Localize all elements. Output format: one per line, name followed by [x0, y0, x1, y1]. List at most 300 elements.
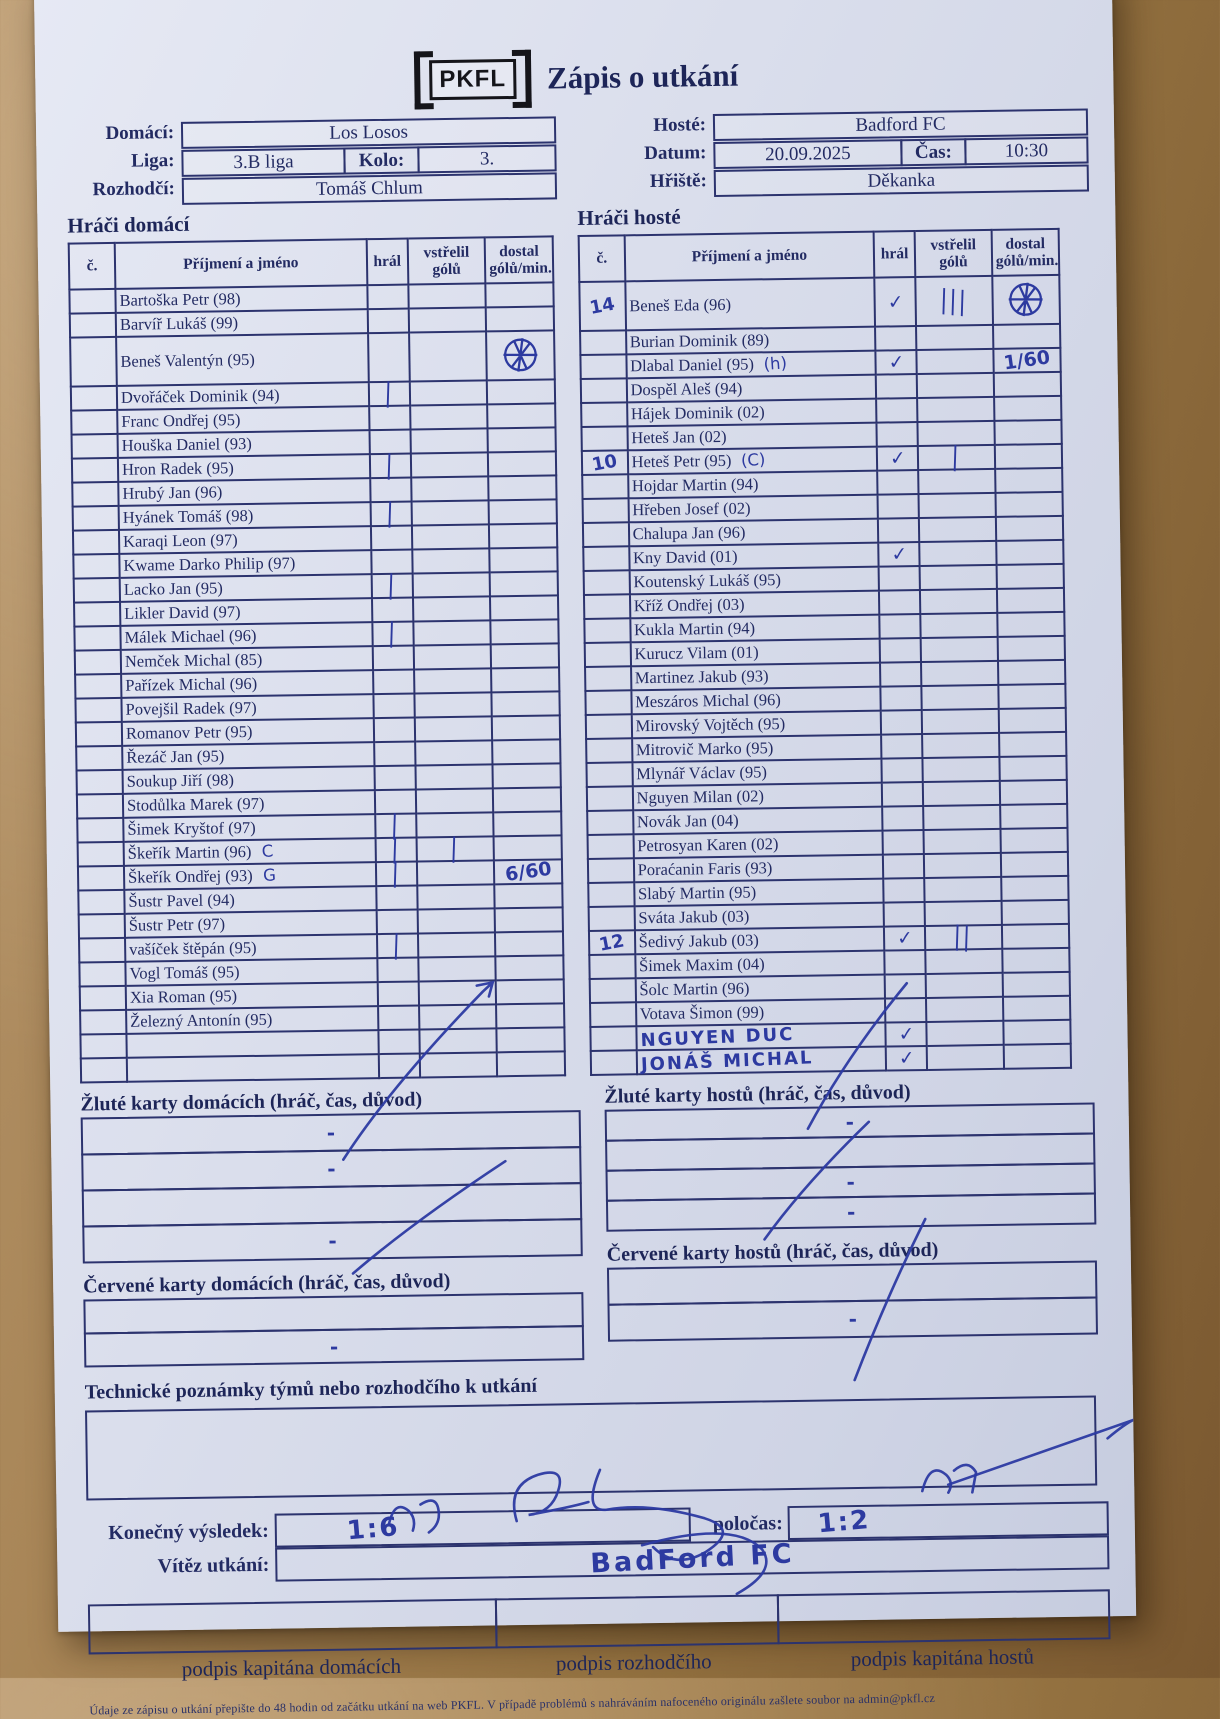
goals-cell: [925, 921, 1002, 954]
player-name: Mlynář Václav (95): [636, 762, 768, 784]
pen-dash: -: [329, 1334, 339, 1359]
played-cell: [883, 878, 924, 903]
conceded-cell: [1001, 900, 1069, 925]
player-name: Novák Jan (04): [636, 810, 739, 832]
played-cell: [877, 422, 918, 447]
player-name: Beneš Eda (96): [629, 294, 732, 315]
conceded-cell: [496, 955, 564, 980]
goals-cell: [411, 476, 489, 501]
played-cell: [881, 734, 922, 759]
player-number-cell: [586, 762, 632, 787]
player-number-cell: [79, 914, 125, 939]
away-team-label: Hosté:: [653, 114, 707, 136]
goals-cell: [920, 565, 997, 590]
played-mark: ✓: [896, 926, 914, 950]
played-cell: [878, 518, 919, 543]
played-mark: |: [391, 857, 402, 890]
goals-cell: [415, 740, 493, 765]
played-mark: |: [385, 449, 396, 482]
player-number-cell: [73, 530, 119, 555]
home-roster: [67, 206, 566, 1083]
played-mark: |: [387, 617, 398, 650]
conceded-cell: [492, 715, 560, 740]
goals-cell: [408, 283, 486, 308]
played-cell: [373, 694, 414, 719]
referee-label: Rozhodčí:: [92, 178, 176, 201]
round-label: Kolo:: [343, 146, 419, 174]
match-info-away-col: [598, 108, 1089, 199]
player-name: Martinez Jakub (93): [634, 666, 769, 688]
col-goals-conceded: dostal gólů/min.: [485, 236, 553, 283]
referee-signature-box: [495, 1594, 780, 1648]
played-cell: [367, 285, 408, 310]
conceded-cell: [496, 1003, 564, 1028]
conceded-cell: [995, 468, 1063, 493]
away-roster-table: [578, 228, 1072, 1076]
player-name: Sváta Jakub (03): [638, 906, 750, 928]
conceded-cell: [993, 348, 1061, 373]
conceded-cell: [1002, 972, 1070, 997]
conceded-cell: [998, 660, 1066, 685]
played-cell: [378, 1005, 419, 1030]
conceded-cell: [995, 444, 1063, 469]
conceded-cell: [997, 636, 1065, 661]
goals-cell: [915, 276, 993, 326]
player-name: NGUYEN DUC: [639, 1023, 795, 1051]
conceded-mark: 6/60: [503, 857, 553, 886]
conceded-cell: [491, 643, 559, 668]
conceded-cell: [999, 732, 1067, 757]
player-number-cell: [70, 313, 116, 338]
player-number-handwritten: 10: [590, 449, 620, 476]
goals-cell: [917, 373, 994, 398]
conceded-cell: [488, 451, 556, 476]
goals-tally: ||: [953, 921, 974, 954]
player-number-cell: [76, 722, 122, 747]
halftime-label: poločas:: [712, 1511, 783, 1535]
played-mark: ✓: [886, 290, 904, 314]
card-row: [82, 1218, 583, 1263]
player-number-cell: [581, 378, 627, 403]
goals-cell: [412, 572, 490, 597]
player-name: Hyánek Tomáš (98): [122, 505, 254, 527]
goals-cell: [409, 331, 487, 381]
conceded-cell: [1001, 876, 1069, 901]
winner-label: Vítěz utkání:: [157, 1553, 270, 1577]
conceded-cell: [494, 859, 562, 884]
player-number-cell: [590, 978, 636, 1003]
conceded-cell: [1000, 804, 1068, 829]
conceded-cell: [1000, 828, 1068, 853]
col-number: č.: [579, 235, 625, 282]
played-cell: [883, 854, 924, 879]
player-name-cell: [636, 1047, 886, 1075]
goals-cell: [415, 764, 493, 789]
player-number-cell: [74, 578, 120, 603]
played-cell: [880, 638, 921, 663]
player-number-cell: [587, 810, 633, 835]
conceded-cell: [996, 540, 1064, 565]
card-row: [606, 1192, 1096, 1231]
player-name: Hrubý Jan (96): [122, 482, 223, 503]
player-number-cell: [78, 866, 124, 891]
player-number-cell: [588, 858, 634, 883]
player-number-cell: [589, 930, 635, 955]
goals-cell: [410, 404, 488, 429]
results-section: [87, 1501, 1110, 1584]
player-number-cell: [75, 650, 121, 675]
player-name: Beneš Valentýn (95): [120, 349, 255, 371]
player-name-cell: [629, 543, 879, 571]
pen-dash: -: [846, 1170, 856, 1195]
player-number-cell: [590, 1026, 636, 1051]
player-name: Lacko Jan (95): [123, 578, 223, 599]
player-number-cell: [583, 522, 629, 547]
player-name: Chalupa Jan (96): [632, 522, 746, 544]
goals-cell: [420, 1052, 498, 1077]
player-number-cell: [587, 786, 633, 811]
goals-cell: [916, 325, 993, 350]
player-name-cell: [632, 783, 882, 811]
played-mark: ✓: [887, 350, 905, 374]
player-name-cell: [630, 639, 880, 667]
player-name-cell: [626, 375, 876, 403]
conceded-cell: [999, 708, 1067, 733]
date-value: 20.09.2025: [713, 139, 902, 169]
player-name: JONÁŠ MICHAL: [640, 1046, 814, 1075]
player-name-cell: [633, 831, 883, 859]
technical-notes-title: Technické poznámky týmů nebo rozhodčího k utkání: [84, 1374, 538, 1404]
player-name: Pařízek Michal (96): [125, 673, 258, 695]
played-cell: [880, 662, 921, 687]
conceded-cell: [492, 691, 560, 716]
played-cell: [368, 333, 410, 383]
player-number-cell: [588, 882, 634, 907]
conceded-cell: [997, 588, 1065, 613]
player-number-cell: [75, 698, 121, 723]
played-cell: [368, 377, 409, 410]
col-goals-scored: vstřelil gólů: [915, 230, 992, 277]
player-number-cell: [579, 281, 625, 331]
conceded-cell: [491, 667, 559, 692]
played-cell: [377, 929, 418, 962]
goals-cell: [922, 757, 999, 782]
played-cell: [371, 569, 412, 602]
player-number-cell: [78, 890, 124, 915]
played-cell: [882, 782, 923, 807]
pen-dash: -: [846, 1200, 856, 1225]
player-number-cell: [79, 938, 125, 963]
goals-cell: [926, 1021, 1003, 1046]
played-cell: [373, 670, 414, 695]
player-name: Karaqi Leon (97): [122, 530, 238, 551]
player-name-cell: [628, 495, 878, 523]
time-value: 10:30: [964, 136, 1088, 165]
conceded-cell: [489, 523, 557, 548]
goals-cell: [414, 692, 492, 717]
player-name-cell: [626, 351, 876, 379]
conceded-cell: [488, 427, 556, 452]
pen-dash: -: [327, 1156, 336, 1181]
player-name: Barvíř Lukáš (99): [119, 313, 239, 334]
conceded-cell: [496, 979, 564, 1004]
player-number-cell: [582, 474, 628, 499]
pkfl-logo: [414, 50, 532, 110]
player-name: Koutenský Lukáš (95): [633, 570, 782, 592]
player-name-cell: [631, 687, 881, 715]
goals-cell: [418, 956, 496, 981]
goals-cell: [411, 452, 489, 477]
played-mark: ✓: [890, 542, 908, 566]
match-info-home-col: [66, 116, 557, 207]
conceded-cell: [489, 547, 557, 572]
played-cell: [367, 309, 408, 334]
conceded-cell: [488, 475, 556, 500]
conceded-cell: [491, 619, 559, 644]
conceded-cell: [997, 612, 1065, 637]
played-cell: [876, 374, 917, 399]
date-label: Datum:: [643, 142, 707, 165]
goals-cell: [417, 884, 495, 909]
halftime-handwritten: 1:2: [816, 1505, 872, 1540]
pen-wheel-doodle: [1003, 276, 1050, 323]
player-number-cell: [72, 434, 118, 459]
player-name-cell: [635, 951, 885, 979]
goals-cell: [917, 397, 994, 422]
played-cell: [374, 742, 415, 767]
goals-cell: [410, 380, 488, 405]
goals-cell: [411, 500, 489, 525]
venue-label: Hřiště:: [649, 170, 707, 192]
home-captain-signature-label: podpis kapitána domácích: [181, 1653, 402, 1682]
match-report-sheet: [34, 0, 1136, 1718]
player-number-cell: [69, 289, 115, 314]
played-cell: [884, 950, 925, 975]
goals-cell: [920, 613, 997, 638]
played-mark: |: [392, 929, 403, 962]
conceded-cell: [487, 403, 555, 428]
goals-cell: [410, 428, 488, 453]
played-cell: [880, 614, 921, 639]
conceded-cell: [489, 499, 557, 524]
player-number-cell: [590, 1002, 636, 1027]
goals-cell: [419, 1028, 497, 1053]
player-name: Kříž Ondřej (03): [633, 594, 745, 616]
played-cell: [882, 806, 923, 831]
player-number-cell: [80, 986, 126, 1011]
player-number-cell: [580, 330, 626, 355]
conceded-cell: [486, 282, 554, 307]
played-mark: |: [386, 569, 398, 602]
referee-value: Tomáš Chlum: [182, 172, 557, 205]
yellow-cards-home-rows: [81, 1110, 583, 1263]
player-number-cell: [589, 906, 635, 931]
cards-section: [80, 1078, 1106, 1367]
played-cell: [879, 566, 920, 591]
conceded-cell: [490, 595, 558, 620]
played-cell: [879, 590, 920, 615]
conceded-cell: [1000, 780, 1068, 805]
player-note-handwritten: C: [260, 841, 274, 862]
card-row: [84, 1325, 584, 1367]
player-name-cell: [635, 975, 885, 1003]
played-mark: |: [390, 833, 402, 866]
conceded-cell: [486, 306, 554, 331]
form-title: Zápis o utkání: [546, 57, 739, 96]
conceded-cell: [492, 739, 560, 764]
played-cell: [884, 902, 925, 927]
player-number-cell: [72, 458, 118, 483]
player-name: Mitrovič Marko (95): [635, 738, 774, 760]
player-name: Heteš Jan (02): [631, 426, 727, 448]
conceded-cell: [1003, 1044, 1071, 1069]
played-cell: [378, 1053, 419, 1078]
col-played: hrál: [366, 239, 408, 286]
away-team-value: Badford FC: [713, 108, 1088, 141]
col-name: Příjmení a jméno: [115, 239, 367, 289]
col-goals-scored: vstřelil gólů: [407, 237, 485, 284]
goals-tally: |||: [939, 284, 969, 318]
player-number-cell: [77, 770, 123, 795]
played-cell: [885, 998, 926, 1023]
goals-cell: [927, 1045, 1004, 1070]
player-name: Povejšil Radek (97): [125, 697, 257, 719]
player-name: Šolc Martin (96): [639, 978, 750, 1000]
player-name-cell: [625, 278, 875, 331]
conceded-cell: [494, 883, 562, 908]
played-cell: [875, 326, 916, 351]
player-number-cell: [584, 594, 630, 619]
player-name: Škeřík Ondřej (93): [127, 865, 253, 887]
final-result-label: Konečný výsledek:: [108, 1519, 269, 1544]
goals-cell: [412, 524, 490, 549]
player-name: Hron Radek (95): [121, 458, 234, 479]
player-name: Hájek Dominik (02): [630, 402, 765, 424]
pen-dash: -: [848, 1307, 858, 1332]
goals-cell: [921, 661, 998, 686]
goals-cell: [413, 596, 491, 621]
player-number-cell: [71, 386, 117, 411]
player-number-cell: [74, 626, 120, 651]
player-number-cell: [76, 746, 122, 771]
played-cell: [876, 350, 917, 375]
cards-home-col: [80, 1086, 584, 1367]
red-cards-away-rows: [607, 1260, 1098, 1341]
player-name: Nemček Michal (85): [124, 649, 263, 671]
player-name: Škeřík Martin (96): [127, 841, 252, 863]
conceded-cell: [1003, 1020, 1071, 1045]
goals-cell: [919, 517, 996, 542]
player-number-cell: [584, 570, 630, 595]
player-name: Šustr Petr (97): [128, 914, 226, 935]
player-name: Šimek Kryštof (97): [127, 817, 256, 839]
played-cell: [884, 926, 925, 951]
pen-dash: -: [326, 1120, 336, 1145]
player-name: Šustr Pavel (94): [128, 890, 235, 911]
player-name-cell: [635, 927, 885, 955]
player-number-cell: [591, 1050, 637, 1075]
footer-note: Údaje ze zápisu o utkání přepište do 48 hodin od začátku utkání na web PKFL. V případě problémů s nahráváním nafoceného originálu zašlete soubor na admin@pkfl.cz: [89, 1690, 936, 1718]
conceded-cell: [999, 756, 1067, 781]
red-cards-away-title: Červené karty hostů (hráč, čas, důvod): [606, 1238, 939, 1266]
conceded-cell: [994, 372, 1062, 397]
player-name: Šimek Maxim (04): [638, 954, 765, 976]
conceded-cell: [493, 811, 561, 836]
player-number-cell: [583, 498, 629, 523]
player-number-cell: [73, 554, 119, 579]
player-name: Franc Ondřej (95): [121, 410, 241, 431]
venue-value: Děkanka: [714, 164, 1089, 197]
goals-cell: [922, 733, 999, 758]
conceded-cell: [995, 492, 1063, 517]
conceded-cell: [992, 275, 1060, 325]
goals-cell: [413, 620, 491, 645]
player-number-handwritten: 14: [588, 293, 617, 319]
logo-text: PKFL: [429, 59, 516, 100]
home-roster-title: Hráči domácí: [67, 211, 190, 238]
player-name: Petrosyan Karen (02): [637, 834, 779, 856]
conceded-cell: [1003, 996, 1071, 1021]
player-name: Řezáč Jan (95): [126, 746, 225, 767]
player-name: Houška Daniel (93): [121, 433, 252, 455]
player-name-cell: [631, 663, 881, 691]
goals-cell: [918, 441, 995, 474]
red-cards-away-block: [607, 1236, 1098, 1341]
goals-cell: [924, 877, 1001, 902]
played-cell: [883, 830, 924, 855]
played-cell: [876, 398, 917, 423]
player-name: Kny David (01): [632, 546, 738, 568]
player-name: Mirovský Vojtěch (95): [635, 714, 786, 736]
player-name: Votava Šimon (99): [639, 1002, 765, 1024]
goals-cell: [414, 668, 492, 693]
player-name-cell: [116, 333, 368, 386]
col-number: č.: [69, 243, 116, 290]
yellow-cards-away-title: Žluté karty hostů (hráč, čas, důvod): [604, 1081, 911, 1108]
conceded-cell: [1002, 924, 1070, 949]
player-number-cell: [586, 738, 632, 763]
card-row: [607, 1296, 1098, 1341]
goals-cell: [923, 781, 1000, 806]
conceded-cell: [996, 564, 1064, 589]
player-number-cell: [589, 954, 635, 979]
conceded-cell: [1001, 852, 1069, 877]
goals-tally: |: [450, 833, 461, 865]
played-mark: |: [385, 497, 397, 530]
player-name: Železný Antonín (95): [130, 1009, 273, 1031]
conceded-cell: [993, 324, 1061, 349]
conceded-cell: [497, 1027, 565, 1052]
roster-row: [579, 275, 1060, 331]
played-cell: [376, 857, 417, 890]
red-cards-home-title: Červené karty domácích (hráč, čas, důvod): [83, 1270, 451, 1298]
home-roster-header: [69, 236, 554, 289]
conceded-cell: [1002, 948, 1070, 973]
sheet-content: [34, 0, 1138, 1719]
goals-cell: [416, 788, 494, 813]
halftime-box: [788, 1501, 1109, 1540]
goals-tally: |: [951, 441, 962, 474]
played-cell: [881, 686, 922, 711]
player-number-cell: [74, 602, 120, 627]
player-name: Dvořáček Dominik (94): [120, 385, 280, 407]
league-label: Liga:: [131, 150, 175, 172]
goals-cell: [922, 709, 999, 734]
col-name: Příjmení a jméno: [624, 232, 874, 282]
player-name-cell: [628, 519, 878, 547]
red-cards-home-rows: [83, 1292, 584, 1367]
player-name: Málek Michael (96): [124, 625, 257, 647]
